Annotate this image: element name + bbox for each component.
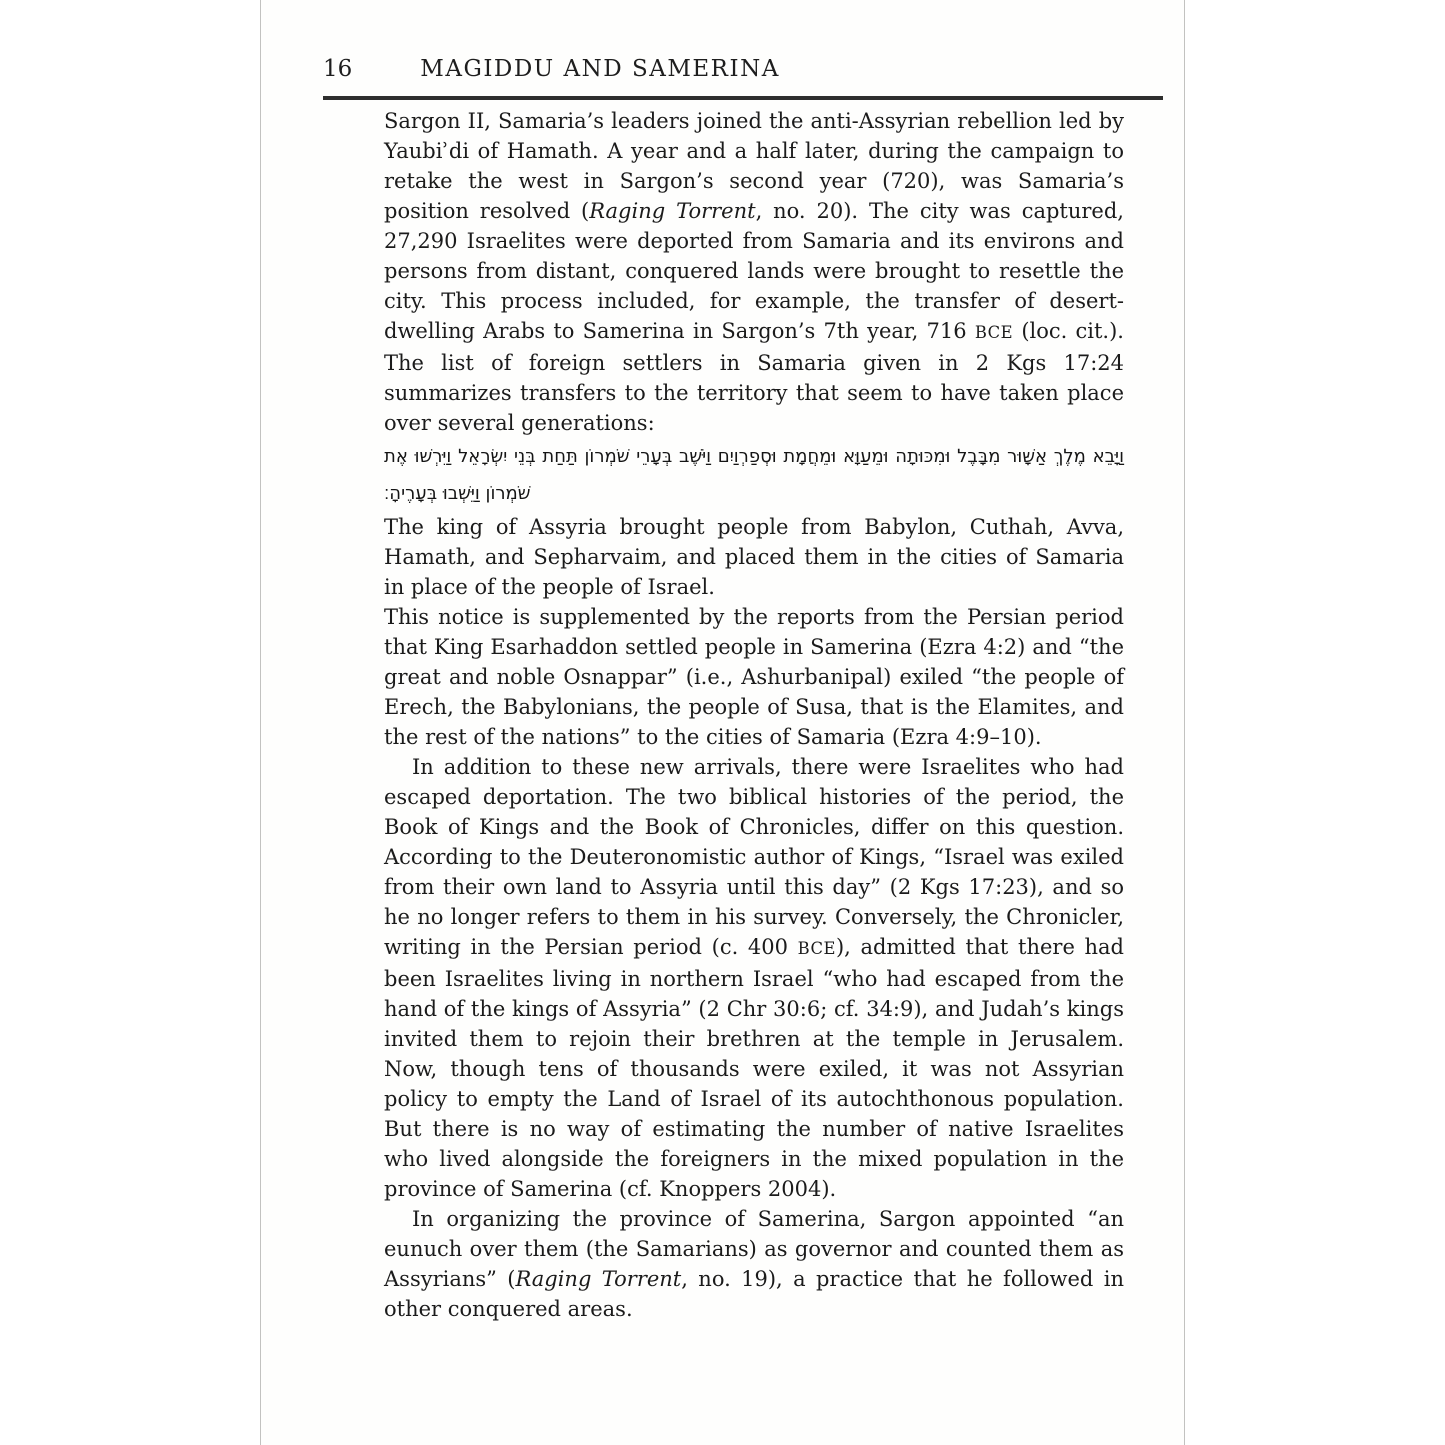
text-run: , no. 20). The city was captured, 27,290 Israelites were deported from Samaria and its environs and persons from distant, conquered lands were brought to resettle the city. This process included, for example, the transfer of desert-dwelling Arabs to Samerina in Sargon’s 7th year, 716 [384,199,1124,343]
text-run: Sargon II, Samaria’s leaders joined the anti-Assyrian rebellion led by Yaubiʾdi of Hamath. A year and a half later, during the campaign to retake the west in Sargon’s second year (720), was Samaria’s position resolved ( [384,109,1124,223]
text-run: This notice is supplemented by the reports from the Persian period that King Esarhaddon settled people in Samerina (Ezra 4:2) and “the great and noble Osnappar” (i.e., Ashurbanipal) exiled “the people of Erech, the Babylonians, the people of Susa, that is the Elamites, and the rest of the nations” to the cities of Samaria (Ezra 4:9–10). [384,605,1124,749]
text-run: BCE [797,939,836,958]
paragraph-p3 [384,752,1124,1204]
paragraph-p4 [384,1204,1124,1324]
hebrew-quote: וַיָּבֵא מֶלֶךְ אַשָּׁוּר מִבָּבֶל וּמִכּוּתָה וּמֵעַוָּא וּמֵחֲמָת וּסְפַרְוַיִם וַיֹּשֶׁב בְּעָרֵי שֹׁמְרוֹן תַּחַת בְּנֵי יִשְׂרָאֵל וַיִּרְשׁוּ אֶת שֹׁמְרוֹן וַיֵּשְׁבוּ בְּעָרֶיהָ׃ [384,446,1124,504]
page-number: 16 [323,56,353,82]
page-body [384,106,1124,1324]
text-run: , no. 19), a practice that he followed in other conquered areas. [384,1267,1124,1321]
text-run: BCE [974,323,1014,342]
text-run: Raging Torrent [589,199,756,223]
text-run: Raging Torrent [515,1267,682,1291]
text-run: ), admitted that there had been Israelites living in northern Israel “who had escaped from the hand of the kings of Assyria” (2 Chr 30:6; cf. 34:9), and Judah’s kings invited them to rejoin their brethren at the temple in Jerusalem. Now, though tens of thousands were exiled, it was not Assyrian policy to empty the Land of Israel of its autochthonous population. But there is no way of estimating the number of native Israelites who lived alongside the foreigners in the mixed population in the province of Samerina (cf. Knoppers 2004). [384,935,1125,1201]
text-run: In organizing the province of Samerina, Sargon appointed “an eunuch over them (the Samarians) as governor and counted them as Assyrians” ( [384,1207,1124,1291]
translation-blockquote [384,512,1124,602]
header-rule [323,96,1163,100]
running-head: MAGIDDU AND SAMERINA [420,56,780,82]
paragraph-p1 [384,106,1124,438]
text-run: The king of Assyria brought people from Babylon, Cuthah, Avva, Hamath, and Sepharvaim, and placed them in the cities of Samaria in place of the people of Israel. [384,515,1124,599]
book-page [260,0,1185,1445]
page-header [323,56,1163,82]
text-run: In addition to these new arrivals, there were Israelites who had escaped deportation. The two biblical histories of the period, the Book of Kings and the Book of Chronicles, differ on this question. According to the Deuteronomistic author of Kings, “Israel was exiled from their own land to Assyria until this day” (2 Kgs 17:23), and so he no longer refers to them in his survey. Conversely, the Chronicler, writing in the Persian period (c. 400 [384,755,1124,959]
paragraph-p2 [384,602,1124,752]
text-run: (loc. cit.). The list of foreign settlers in Samaria given in 2 Kgs 17:24 summarizes transfers to the territory that seem to have taken place over several generations: [384,319,1124,435]
